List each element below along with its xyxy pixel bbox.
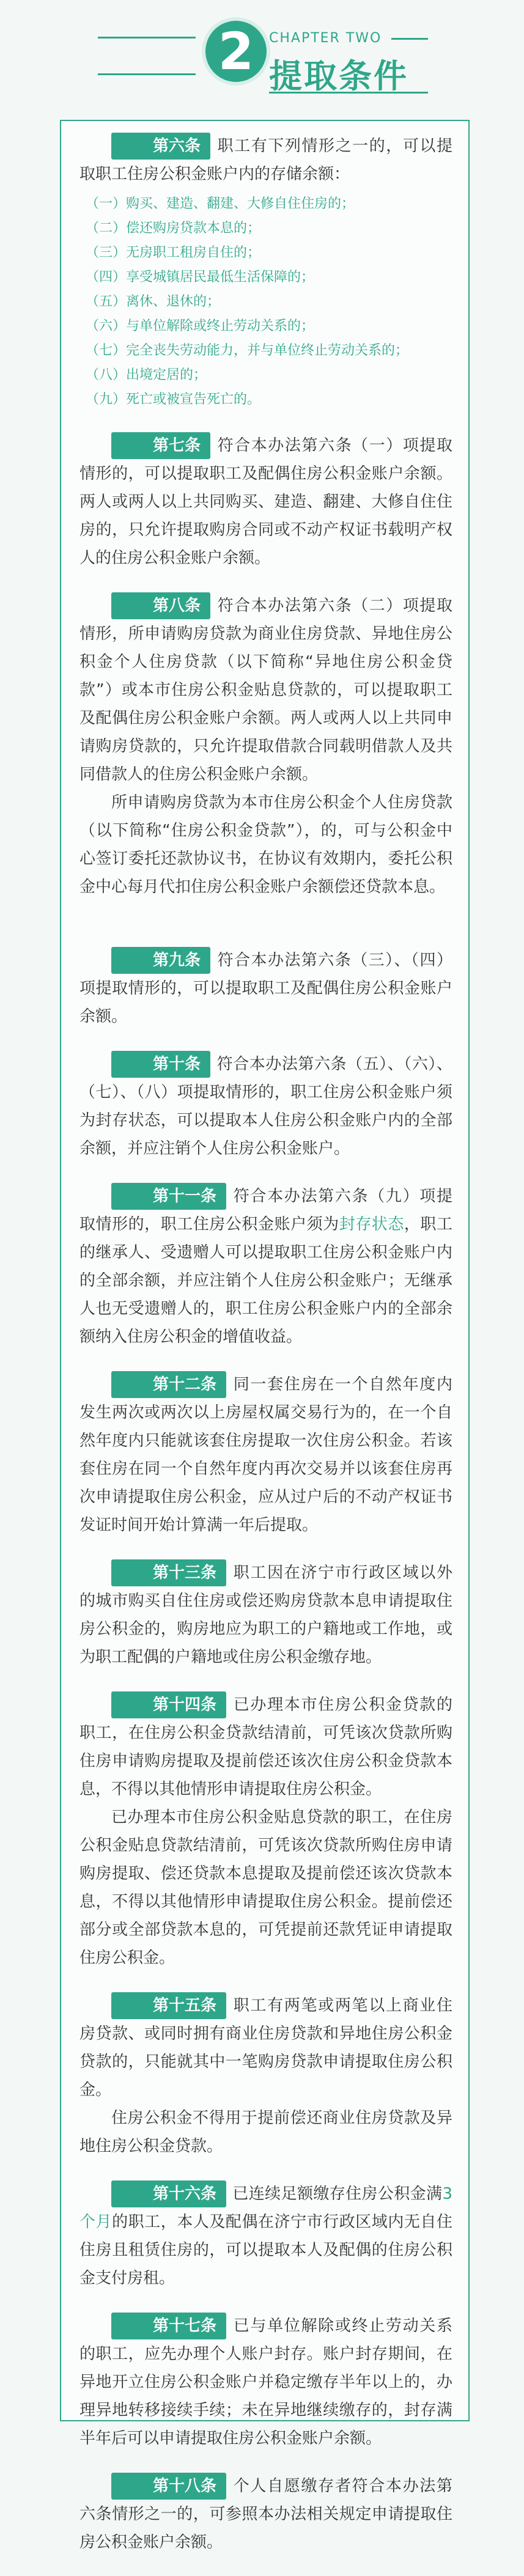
header-rule-bottom-left xyxy=(98,73,196,75)
article-badge: 第九条 xyxy=(111,947,210,974)
article-11 xyxy=(79,1182,452,1351)
highlighted-text: 封存状态 xyxy=(339,1215,404,1234)
article-16 xyxy=(79,2180,452,2292)
list-item: （三）无房职工租房自住的； xyxy=(86,245,261,260)
list-item: （七）完全丧失劳动能力，并与单位终止劳动关系的； xyxy=(86,343,409,358)
article-text: 符合本办法第六条（一）项提取情形的，可以提取职工及配偶住房公积金账户余额。两人或两人以上共同购买、建造、翻建、大修自住住房的，只允许提取购房合同或不动产权证书载明产权人的住房公积金账户余额。 xyxy=(79,436,452,567)
article-badge: 第十一条 xyxy=(111,1183,226,1210)
article-badge: 第十六条 xyxy=(111,2180,226,2207)
condition-list xyxy=(86,192,452,412)
article-badge: 第十七条 xyxy=(111,2313,226,2339)
article-text-continued: 住房公积金不得用于提前偿还商业住房贷款及异地住房公积金贷款。 xyxy=(79,2109,452,2155)
article-text: 职工有两笔或两笔以上商业住房贷款、或同时拥有商业住房贷款和异地住房公积金贷款的，只能就其中一笔购房贷款申请提取住房公积金。 xyxy=(79,1996,452,2099)
article-text-continued: 已办理本市住房公积金贴息贷款的职工，在住房公积金贴息贷款结清前，可凭该次贷款所购住房申请购房提取、偿还贷款本息提取及提前偿还该次贷款本息，不得以其他情形申请提取住房公积金。提前偿还部分或全部贷款本息的，可凭提前还款凭证申请提取住房公积金。 xyxy=(79,1808,452,1967)
article-text: 个人自愿缴存者符合本办法第六条情形之一的，可参照本办法相关规定申请提取住房公积金账户余额。 xyxy=(79,2477,452,2552)
list-item: （四）享受城镇居民最低生活保障的； xyxy=(86,270,315,285)
article-text: 已办理本市住房公积金贷款的职工，在住房公积金贷款结清前，可凭该次贷款所购住房申请购房提取及提前偿还该次住房公积金贷款本息，不得以其他情形申请提取住房公积金。 xyxy=(79,1696,452,1798)
page-title: 提取条件 xyxy=(269,57,408,95)
list-item: （八）出境定居的； xyxy=(86,367,207,383)
article-badge: 第十五条 xyxy=(111,1992,226,2019)
header-rule-top-left xyxy=(98,37,196,39)
list-item: （九）死亡或被宣告死亡的。 xyxy=(86,392,261,407)
article-badge: 第十二条 xyxy=(111,1371,226,1398)
article-text: 符合本办法第六条（九）项提取情形的，职工住房公积金账户须为 xyxy=(79,1187,452,1234)
article-text: 符合本办法第六条（五）、（六）、（七）、（八）项提取情形的，职工住房公积金账户须为封存状态，可以提取本人住房公积金账户内的全部余额，并应注销个人住房公积金账户。 xyxy=(79,1055,452,1158)
article-12 xyxy=(79,1371,452,1539)
article-13 xyxy=(79,1559,452,1671)
article-15 xyxy=(79,1992,452,2160)
article-text: 符合本办法第六条（三）、（四）项提取情形的，可以提取职工及配偶住房公积金账户余额。 xyxy=(79,951,452,1026)
list-item: （六）与单位解除或终止劳动关系的； xyxy=(86,318,315,334)
header-rule-top-right xyxy=(391,38,428,40)
article-text: ，职工的继承人、受遗赠人可以提取职工住房公积金账户内的全部余额，并应注销个人住房公积金账户；无继承人也无受遗赠人的，职工住房公积金账户内的全部余额纳入住房公积金的增值收益。 xyxy=(79,1215,452,1346)
article-10 xyxy=(79,1050,452,1163)
articles-content xyxy=(79,132,452,2576)
article-text: 已与单位解除或终止劳动关系的职工，应先办理个人账户封存。账户封存期间，在异地开立住房公积金账户并稳定缴存半年以上的，办理异地转移接续手续；未在异地继续缴存的，封存满半年后可以申请提取住房公积金账户余额。 xyxy=(79,2317,452,2448)
list-item: （一）购买、建造、翻建、大修自住住房的； xyxy=(86,196,355,212)
article-text: 的职工，本人及配偶在济宁市行政区域内无自住住房且租赁住房的，可以提取本人及配偶的住房公积金支付房租。 xyxy=(79,2213,452,2287)
article-7 xyxy=(79,432,452,572)
list-item: （五）离休、退休的； xyxy=(86,294,221,309)
article-badge: 第十八条 xyxy=(111,2473,226,2500)
article-text: 职工有下列情形之一的，可以提取职工住房公积金账户内的存储余额： xyxy=(79,137,452,183)
list-item: （二）偿还购房贷款本息的； xyxy=(86,221,261,236)
article-8 xyxy=(79,592,452,901)
article-badge: 第十条 xyxy=(111,1051,210,1078)
chapter-label: CHAPTER TWO xyxy=(269,31,382,46)
article-text-continued: 所申请购房贷款为本市住房公积金个人住房贷款（以下简称“住房公积金贷款”），的，可与公积金中心签订委托还款协议书，在协议有效期内，委托公积金中心每月代扣住房公积金账户余额偿还贷款本息。 xyxy=(79,793,452,896)
article-6 xyxy=(79,132,452,412)
article-14 xyxy=(79,1691,452,1972)
article-17 xyxy=(79,2312,452,2453)
article-9 xyxy=(79,946,452,1031)
article-badge: 第十四条 xyxy=(111,1691,226,1718)
article-badge: 第八条 xyxy=(111,592,210,619)
article-text: 职工因在济宁市行政区域以外的城市购买自住住房或偿还购房贷款本息申请提取住房公积金的，购房地应为职工的户籍地或工作地，或为职工配偶的户籍地或住房公积金缴存地。 xyxy=(79,1564,452,1666)
article-badge: 第十三条 xyxy=(111,1559,226,1586)
article-text: 已连续足额缴存住房公积金满 xyxy=(232,2185,443,2203)
article-text: 符合本办法第六条（二）项提取情形，所申请购房贷款为商业住房贷款、异地住房公积金个人住房贷款（以下简称“异地住房公积金贷款”）或本市住房公积金贴息贷款的，可以提取职工及配偶住房公积金账户余额。两人或两人以上共同申请购房贷款的，只允许提取借款合同载明借款人及共同借款人的住房公积金账户余额。 xyxy=(79,597,452,784)
article-18 xyxy=(79,2472,452,2556)
chapter-header xyxy=(0,0,524,116)
article-badge: 第七条 xyxy=(111,432,210,459)
article-text: 同一套住房在一个自然年度内发生两次或两次以上房屋权属交易行为的，在一个自然年度内只能就该套住房提取一次住房公积金。若该套住房在同一个自然年度内再次交易并以该套住房再次申请提取住房公积金，应从过户后的不动产权证书发证时间开始计算满一年后提取。 xyxy=(79,1375,452,1534)
highlighted-text: 3个月 xyxy=(79,2185,452,2231)
chapter-number-badge: 2 xyxy=(205,21,267,82)
article-badge: 第六条 xyxy=(111,133,210,160)
